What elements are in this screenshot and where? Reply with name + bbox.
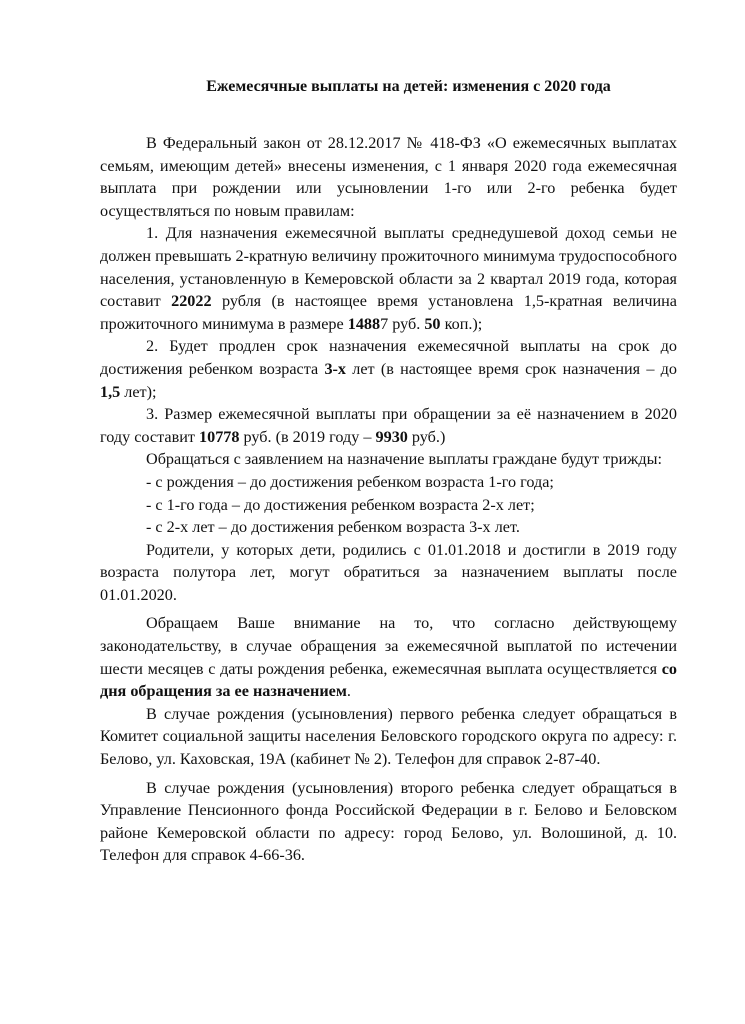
text-segment: коп.); (440, 314, 483, 333)
paragraph-item-3 (100, 403, 677, 448)
paragraph-second-child: В случае рождения (усыновления) второго ребенка следует обращаться в Управление Пенсионного фонда Российской Федерации в г. Белово и Беловском районе Кемеровской области по адресу: город Белово, ул. Волошиной, д. 10. Телефон для справок 4-66-36. (100, 778, 677, 865)
text-segment: руб.) (407, 427, 446, 446)
bold-value: 50 (424, 314, 441, 333)
bold-value: 3-х (324, 359, 347, 378)
paragraph-attention (100, 612, 677, 702)
text-segment: 7 руб. (380, 314, 425, 333)
paragraph-first-child: В случае рождения (усыновления) первого ребенка следует обращаться в Комитет социальной защиты населения Беловского городского округа по адресу: г. Белово, ул. Каховская, 19А (кабинет № 2). Телефон для справок 2-87-40. (100, 704, 677, 769)
paragraph-item-2 (100, 335, 677, 403)
text-segment: 1. Для назначения ежемесячной выплаты среднедушевой доход семьи не должен превышать 2-кратную величину прожиточного минимума трудоспособного населения, установленную в Кемеровской области за 2 квартал 2019 года, которая составит (100, 224, 677, 311)
list-item: - с 2-х лет – до достижения ребенком возраста 3-х лет. (146, 518, 520, 537)
paragraph-intro: В Федеральный закон от 28.12.2017 № 418-ФЗ «О ежемесячных выплатах семьям, имеющим детей» внесены изменения, с 1 января 2020 года ежемесячная выплата при рождении или усыновлении 1-го или 2-го ребенка будет осуществляться по новым правилам: (100, 134, 677, 220)
list-item: - с 1-го года – до достижения ребенком возраста 2-х лет; (146, 495, 535, 514)
bold-value: 1488 (347, 314, 381, 333)
bold-value: 22022 (171, 292, 212, 311)
text-segment: . (346, 682, 351, 701)
text-segment: Обращаем Ваше внимание на то, что согласно действующему законодательству, в случае обращения за ежемесячной выплатой по истечении шести месяцев с даты рождения ребенка, ежемесячная выплата осуществляется (100, 614, 677, 678)
text-segment: руб. (в 2019 году – (239, 427, 376, 446)
bold-value: 10778 (199, 427, 240, 446)
text-segment: лет (в настоящее время срок назначения – до (346, 359, 677, 378)
paragraph-item-1 (100, 222, 677, 335)
text-segment: рубля (в настоящее время установлена 1,5-кратная величина прожиточного минимума в размере (100, 292, 677, 333)
document-title: Ежемесячные выплаты на детей: изменения с 2020 года (206, 78, 611, 95)
text-segment: 2. Будет продлен срок назначения ежемесячной выплаты на срок до достижения ребенком возраста (100, 337, 677, 378)
list-item: - с рождения – до достижения ребенком возраста 1-го года; (146, 472, 554, 491)
paragraph-apply: Обращаться с заявлением на назначение выплаты граждане будут трижды: (146, 450, 662, 469)
text-segment: 3. Размер ежемесячной выплаты при обращении за её назначением в 2020 году составит (100, 405, 677, 446)
bold-phrase: со дня обращения за ее назначением (100, 659, 677, 701)
paragraph-parents: Родители, у которых дети, родились с 01.01.2018 и достигли в 2019 году возраста полутора лет, могут обратиться за назначением выплаты после 01.01.2020. (100, 540, 677, 604)
bold-value: 1,5 (100, 382, 121, 401)
text-segment: лет); (120, 382, 157, 401)
bold-value: 9930 (375, 427, 408, 446)
